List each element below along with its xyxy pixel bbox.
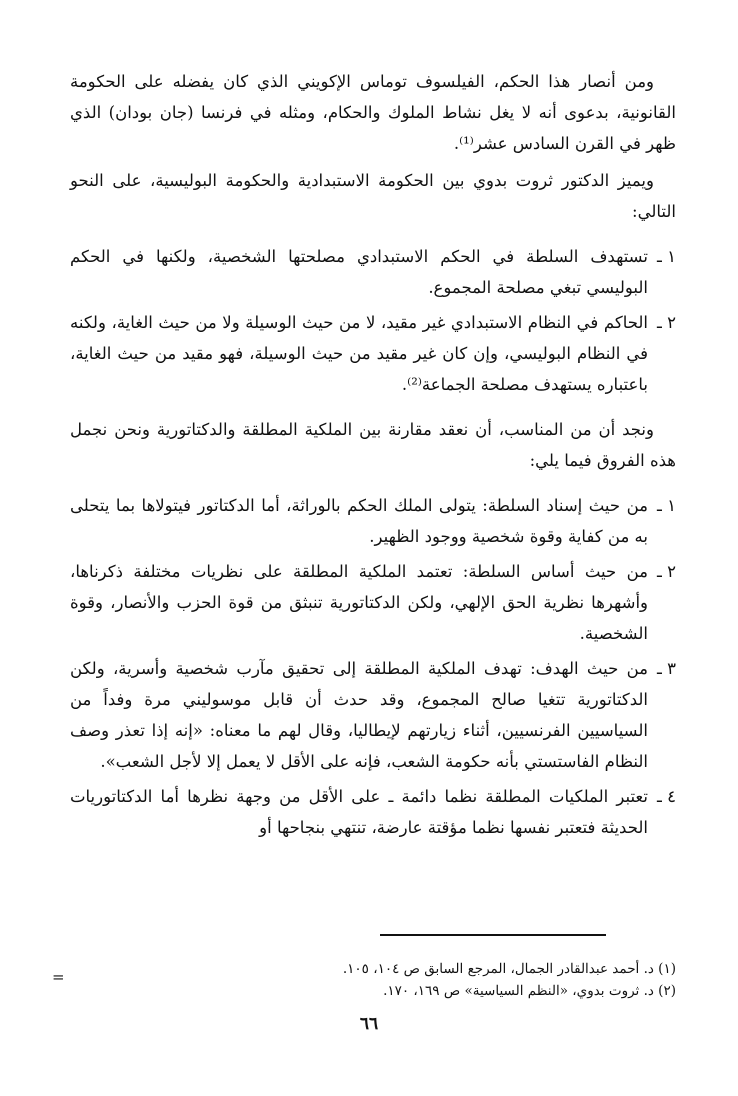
paragraph: ومن أنصار هذا الحكم، الفيلسوف توماس الإكويني الذي كان يفضله على الحكومة القانونية، بدعوى أنه لا يغل نشاط الملوك والحكام، ومثله في فرنسا (جان بودان) الذي ظهر في القرن السادس عشر⁽¹⁾. [70,72,676,153]
list-item [70,653,676,777]
numbered-list [70,241,676,400]
page-number: ٦٦ [359,1014,379,1034]
list-text: من حيث إسناد السلطة: يتولى الملك الحكم بالوراثة، أما الدكتاتور فيتولاها بما يتحلى به من كفاية وقوة شخصية ووجود الظهير. [70,496,648,546]
paragraph: ونجد أن من المناسب، أن نعقد مقارنة بين الملكية المطلقة والدكتاتورية ونحن نجمل هذه الفروق فيما يلي: [70,420,676,470]
list-number: ٣ ـ [657,659,676,678]
list-text: تعتبر الملكيات المطلقة نظما دائمة ـ على الأقل من وجهة نظرها أما الدكتاتوريات الحديثة فتعتبر نفسها نظما مؤقتة عارضة، تنتهي بنجاحها أو [70,787,648,837]
list-number: ٤ ـ [657,787,676,806]
footnotes [70,958,676,1002]
list-item [70,556,676,649]
list-text: من حيث الهدف: تهدف الملكية المطلقة إلى تحقيق مآرب شخصية وأسرية، ولكن الدكتاتورية تتغيا صالح المجموع، وقد حدث أن قابل موسوليني مرة وفداً من السياسيين الفرنسيين، أثناء زيارتهم لإيطاليا، وقال لهم ما معناه: «إنه إذا تعذر وصف النظام الفاستستي بأنه حكومة الشعب، فإنه على الأقل لا يعمل إلا لأجل الشعب». [70,659,648,771]
list-item [70,781,676,843]
list-text: من حيث أساس السلطة: تعتمد الملكية المطلقة على نظريات مختلفة ذكرناها، وأشهرها نظرية الحق الإلهي، ولكن الدكتاتورية تنبثق من قوة الحزب والأنصار، وقوة الشخصية. [70,562,648,643]
list-item [70,241,676,303]
continuation-mark: = [52,968,65,986]
footnote: (١) د. أحمد عبدالقادر الجمال، المرجع السابق ص ١٠٤، ١٠٥. [342,961,676,977]
footnote-divider [380,934,606,936]
list-item [70,307,676,400]
paragraph: ويميز الدكتور ثروت بدوي بين الحكومة الاستبدادية والحكومة البوليسية، على النحو التالي: [70,171,676,221]
list-number: ١ ـ [657,496,676,515]
list-text: الحاكم في النظام الاستبدادي غير مقيد، لا من حيث الوسيلة ولا من حيث الغاية، ولكنه في النظام البوليسي، وإن كان غير مقيد من حيث الوسيلة، فهو مقيد من حيث الغاية، باعتباره يستهدف مصلحة الجماعة⁽²⁾. [70,313,648,394]
numbered-list [70,490,676,843]
list-number: ٢ ـ [657,562,676,581]
body-text [70,66,676,847]
list-number: ١ ـ [657,247,676,266]
list-item [70,490,676,552]
list-number: ٢ ـ [657,313,676,332]
list-text: تستهدف السلطة في الحكم الاستبدادي مصلحتها الشخصية، ولكنها في الحكم البوليسي تبغي مصلحة المجموع. [70,247,648,297]
footnote: (٢) د. ثروت بدوي، «النظم السياسية» ص ١٦٩، ١٧٠. [383,983,676,999]
